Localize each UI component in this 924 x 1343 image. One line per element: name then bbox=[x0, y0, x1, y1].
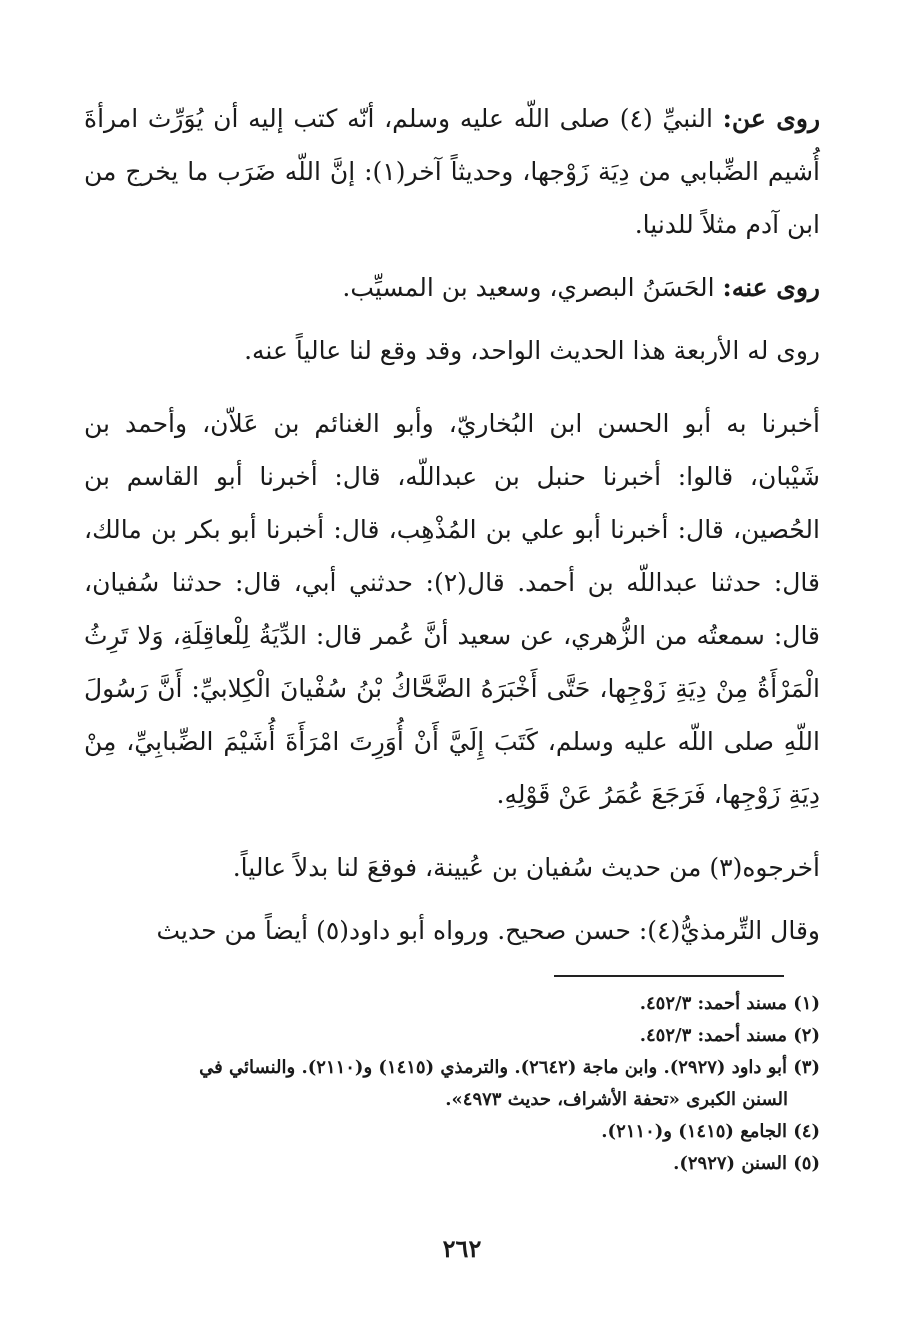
footnote-4: (٤) الجامع (١٤١٥) و(٢١١٠). bbox=[601, 1121, 820, 1142]
narrated-by-label: روى عنه: bbox=[722, 273, 820, 302]
footnote-5: (٥) السنن (٢٩٢٧). bbox=[673, 1153, 820, 1174]
paragraph-narrated-by bbox=[84, 261, 820, 314]
footnotes bbox=[84, 988, 820, 1180]
narrated-from-text: النبيِّ (٤) صلى اللّه عليه وسلم، أنّه كتب إليه أن يُوَرِّث امرأةَ أُشيم الضِّبابي من دِيَة زَوْجها، وحديثاً آخر(١): إنَّ اللّه ضَرَب ما يخرج من ابن آدم مثلاً للدنيا. bbox=[84, 104, 820, 239]
main-text bbox=[84, 92, 820, 957]
footnote-3-continued: السنن الكبرى «تحفة الأشراف، حديث ٤٩٧٣». bbox=[445, 1089, 788, 1110]
page-number: ٢٦٢ bbox=[442, 1234, 482, 1263]
hadith-text: الدِّيَةُ لِلْعاقِلَةِ، وَلا تَرِثُ الْمَرْأَةُ مِنْ دِيَةِ زَوْجِها، حَتَّى أَخْبَرَهُ الضَّحَّاكُ بْنُ سُفْيانَ الْكِلابيِّ: أَنَّ رَسُولَ اللّهِ صلى اللّه عليه وسلم، كَتَبَ إِلَيَّ أَنْ أُوَرِتَ امْرَأَةَ أُشَيْمَ الضِّبابِيِّ، مِنْ دِيَةِ زَوْجِها، فَرَجَعَ عُمَرُ عَنْ قَوْلِهِ. bbox=[84, 621, 820, 809]
paragraph-isnad bbox=[84, 397, 820, 821]
footnote-3: (٣) أبو داود (٢٩٢٧). وابن ماجة (٢٦٤٢). والترمذي (١٤١٥) و(٢١١٠). والنسائي في bbox=[199, 1057, 820, 1078]
narrated-from-label: روى عن: bbox=[722, 104, 821, 133]
paragraph-four-narrated: روى له الأربعة هذا الحديث الواحد، وقد وقع لنا عالياً عنه. bbox=[244, 336, 820, 365]
paragraph-tirmidhi: وقال التِّرمذيُّ(٤): حسن صحيح. ورواه أبو داود(٥) أيضاً من حديث bbox=[156, 916, 820, 945]
narrated-by-text: الحَسَنُ البصري، وسعيد بن المسيِّب. bbox=[342, 273, 723, 302]
footnote-1: (١) مسند أحمد: ٤٥٢/٣. bbox=[639, 993, 820, 1014]
isnad-text: أخبرنا به أبو الحسن ابن البُخاريّ، وأبو الغنائم بن عَلاّن، وأحمد بن شَيْبان، قالوا: أخبرنا حنبل بن عبداللّه، قال: أخبرنا أبو القاسم بن الحُصين، قال: أخبرنا أبو علي بن المُذْهِب، قال: أخبرنا أبو بكر بن مالك، قال: حدثنا عبداللّه بن أحمد. قال(٢): حدثني أبي، قال: حدثنا سُفيان، قال: سمعتُه من الزُّهري، عن سعيد أنَّ عُمر قال: bbox=[84, 409, 821, 650]
footnote-2: (٢) مسند أحمد: ٤٥٢/٣. bbox=[639, 1025, 820, 1046]
footnote-divider bbox=[554, 975, 784, 977]
paragraph-takhrij: أخرجوه(٣) من حديث سُفيان بن عُيينة، فوقعَ لنا بدلاً عالياً. bbox=[232, 853, 820, 882]
paragraph-narrated-from bbox=[84, 92, 820, 251]
